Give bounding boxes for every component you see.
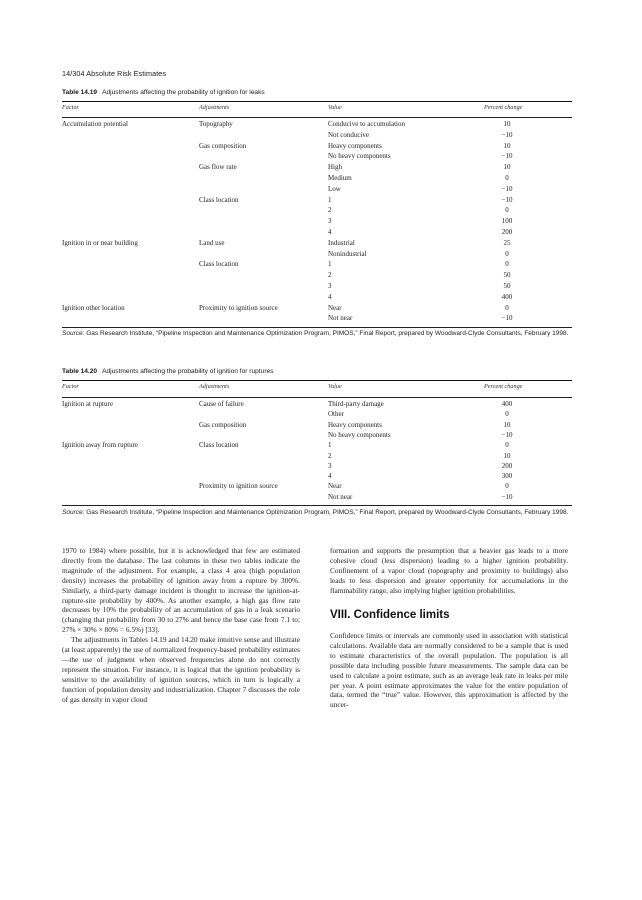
column-header-value: Value bbox=[328, 383, 342, 390]
table-cell-percent-change: 200 bbox=[501, 461, 513, 470]
column-header-factor: Factor bbox=[62, 104, 79, 111]
paragraph: The adjustments in Tables 14.19 and 14.20 make intuitive sense and illustrate (at least apparently) the use of normalized frequency-based probability estimates—the use of judgment when observed frequencies alone do not correctly represent the situation. For instance, it is logical that the ignition probability is sensitive to the availability of ignition sources, which in turn is logically a function of population density and industrialization. Chapter 7 discusses the role of gas density in vapor cloud bbox=[62, 635, 300, 704]
table-cell-adjustment: Cause of failure bbox=[199, 400, 244, 408]
table-cell-percent-change: 100 bbox=[501, 217, 513, 226]
table-cell-adjustment: Class location bbox=[199, 260, 239, 269]
table-cell-percent-change: 200 bbox=[501, 228, 513, 236]
table-cell-percent-change: 0 bbox=[505, 303, 509, 312]
table-cell-factor: Ignition at rupture bbox=[62, 400, 113, 408]
table-cell-value: 4 bbox=[328, 292, 332, 301]
body-right-column-bottom bbox=[330, 631, 568, 710]
table-cell-percent-change: 10 bbox=[503, 420, 511, 429]
column-header-value: Value bbox=[328, 104, 342, 111]
table-cell-value: 3 bbox=[328, 461, 332, 470]
running-head: 14/304 Absolute Risk Estimates bbox=[62, 69, 167, 78]
table-cell-value: Heavy components bbox=[328, 141, 382, 150]
table-cell-percent-change: 300 bbox=[501, 472, 513, 481]
table-cell-adjustment: Proximity to ignition source bbox=[199, 482, 278, 491]
column-header-percent-change: Percent change bbox=[484, 383, 523, 390]
body-left-column bbox=[62, 546, 300, 705]
body-right-column-top bbox=[330, 546, 568, 596]
table-cell-percent-change: −10 bbox=[501, 184, 513, 193]
table-cell-percent-change: 400 bbox=[501, 400, 513, 408]
table-cell-value: Conducive to accumulation bbox=[328, 120, 405, 128]
table-cell-value: No heavy components bbox=[328, 152, 391, 161]
table-14-20-caption bbox=[62, 368, 274, 375]
table-cell-adjustment: Gas composition bbox=[199, 141, 247, 150]
table-cell-percent-change: −10 bbox=[501, 430, 513, 439]
table-cell-adjustment: Land use bbox=[199, 238, 225, 247]
column-header-adjustments: Adjustments bbox=[199, 104, 230, 111]
table-cell-percent-change: 0 bbox=[505, 441, 509, 450]
paragraph: 1970 to 1984) where possible, but it is acknowledged that few are estimated directly from the database. The last columns in these two tables indicate the magnitude of the adjustment. For example, a class 4 area (high population density) increases the probability of ignition away from a rupture by 300%. Similarly, a third-party damage incident is thought to increase the ignition-at-rupture-site probability by 400%. As another example, a high gas flow rate decreases by 10% the probability of an accumulation of gas in a leak scenario (changing that probability from 30 to 27% and hence the base case from 7.1 to; 27% × 30% × 80% = 6.5%) [33]. bbox=[62, 546, 300, 635]
table-cell-value: Other bbox=[328, 410, 344, 419]
table-cell-value: Not near bbox=[328, 314, 353, 323]
table-cell-percent-change: 10 bbox=[503, 120, 511, 128]
table-cell-percent-change: 10 bbox=[503, 451, 511, 460]
table-cell-value: 3 bbox=[328, 217, 332, 226]
table-cell-factor: Ignition other location bbox=[62, 303, 125, 312]
table-cell-value: Near bbox=[328, 482, 342, 491]
table-caption-text: Adjustments affecting the probability of ignition for leaks bbox=[102, 89, 265, 96]
table-cell-percent-change: 50 bbox=[503, 282, 511, 290]
table-cell-value: Third-party damage bbox=[328, 400, 384, 408]
table-cell-value: 2 bbox=[328, 271, 332, 280]
table-cell-factor: Ignition in or near building bbox=[62, 238, 138, 247]
table-cell-value: 2 bbox=[328, 451, 332, 460]
table-cell-percent-change: 0 bbox=[505, 410, 509, 419]
table-cell-percent-change: 25 bbox=[503, 238, 511, 247]
table-cell-percent-change: 10 bbox=[503, 163, 511, 172]
table-cell-percent-change: −10 bbox=[501, 314, 513, 323]
table-cell-adjustment: Gas composition bbox=[199, 420, 247, 429]
table-cell-percent-change: 0 bbox=[505, 260, 509, 269]
source-text: Gas Research Institute, “Pipeline Inspection and Maintenance Optimization Program, PIMOS,” Final Report, prepared by Woodward-Clyde Consultants, February 1998. bbox=[86, 330, 569, 337]
table-cell-value: Not near bbox=[328, 492, 353, 501]
table-cell-percent-change: 0 bbox=[505, 482, 509, 491]
source-text: Gas Research Institute, “Pipeline Inspection and Maintenance Optimization Program, PIMOS,” Final Report, prepared by Woodward-Clyde Consultants, February 1998. bbox=[86, 509, 569, 516]
column-header-percent-change: Percent change bbox=[484, 104, 523, 111]
table-number: Table 14.19 bbox=[62, 89, 98, 96]
table-cell-value: 2 bbox=[328, 206, 332, 215]
table-cell-value: Not conducive bbox=[328, 130, 370, 139]
table-cell-adjustment: Gas flow rate bbox=[199, 163, 237, 172]
table-cell-factor: Ignition away from rupture bbox=[62, 441, 139, 450]
table-cell-percent-change: 0 bbox=[505, 249, 509, 258]
table-cell-value: 4 bbox=[328, 228, 332, 236]
table-cell-value: Industrial bbox=[328, 238, 355, 247]
source-label: Source: bbox=[62, 509, 85, 516]
table-14-19-caption bbox=[62, 89, 265, 96]
table-header-rule bbox=[62, 397, 572, 398]
table-cell-factor: Accumulation potential bbox=[62, 120, 128, 128]
table-number: Table 14.20 bbox=[62, 368, 98, 375]
table-cell-percent-change: −10 bbox=[501, 130, 513, 139]
table-cell-percent-change: 0 bbox=[505, 206, 509, 215]
paragraph: Confidence limits or intervals are commonly used in association with statistical calculations. Available data are normally considered to be a sample that is used to estimate characteristics of the overall population. The population is all possible data including possible future measurements. The sample data can be used to calculate a point estimate, such as an average leak rate in leaks per mile per year. A point estimate approximates the value for the entire population of data, termed the “true” value. However, this approximation is affected by the uncer- bbox=[330, 631, 568, 710]
table-cell-percent-change: 0 bbox=[505, 174, 509, 182]
table-top-rule bbox=[62, 380, 572, 381]
table-header-rule bbox=[62, 117, 572, 118]
table-bottom-rule bbox=[62, 327, 572, 328]
table-cell-value: 3 bbox=[328, 282, 332, 290]
table-cell-percent-change: 400 bbox=[501, 292, 513, 301]
table-cell-value: No heavy components bbox=[328, 430, 391, 439]
column-header-factor: Factor bbox=[62, 383, 79, 390]
table-cell-value: 4 bbox=[328, 472, 332, 481]
table-cell-adjustment: Class location bbox=[199, 441, 239, 450]
source-label: Source: bbox=[62, 330, 85, 337]
table-caption-text: Adjustments affecting the probability of ignition for ruptures bbox=[102, 368, 274, 375]
table-14-20-source bbox=[62, 508, 572, 517]
table-cell-value: 1 bbox=[328, 195, 332, 204]
table-cell-value: 1 bbox=[328, 260, 332, 269]
table-cell-adjustment: Proximity to ignition source bbox=[199, 303, 278, 312]
table-cell-value: Heavy components bbox=[328, 420, 382, 429]
table-cell-value: High bbox=[328, 163, 342, 172]
section-heading: VIII. Confidence limits bbox=[330, 609, 450, 621]
table-cell-value: Low bbox=[328, 184, 341, 193]
table-cell-value: Medium bbox=[328, 174, 352, 182]
table-cell-value: Near bbox=[328, 303, 342, 312]
table-top-rule bbox=[62, 101, 572, 102]
column-header-adjustments: Adjustments bbox=[199, 383, 230, 390]
table-cell-adjustment: Class location bbox=[199, 195, 239, 204]
table-cell-value: Nonindustrial bbox=[328, 249, 367, 258]
table-cell-percent-change: −10 bbox=[501, 195, 513, 204]
table-cell-percent-change: 10 bbox=[503, 141, 511, 150]
paragraph: formation and supports the presumption that a heavier gas leads to a more cohesive cloud (less dispersion) leading to a higher ignition probability. Confinement of a vapor cloud (topography and proximity to buildings) also leads to less dispersion and greater opportunity for accumulations in the flammability range, also implying higher ignition probabilities. bbox=[330, 546, 568, 595]
table-bottom-rule bbox=[62, 505, 572, 506]
table-cell-value: 1 bbox=[328, 441, 332, 450]
table-14-19-source bbox=[62, 329, 572, 338]
table-cell-percent-change: 50 bbox=[503, 271, 511, 280]
table-cell-percent-change: −10 bbox=[501, 492, 513, 501]
table-cell-adjustment: Topography bbox=[199, 120, 233, 128]
table-cell-percent-change: −10 bbox=[501, 152, 513, 161]
